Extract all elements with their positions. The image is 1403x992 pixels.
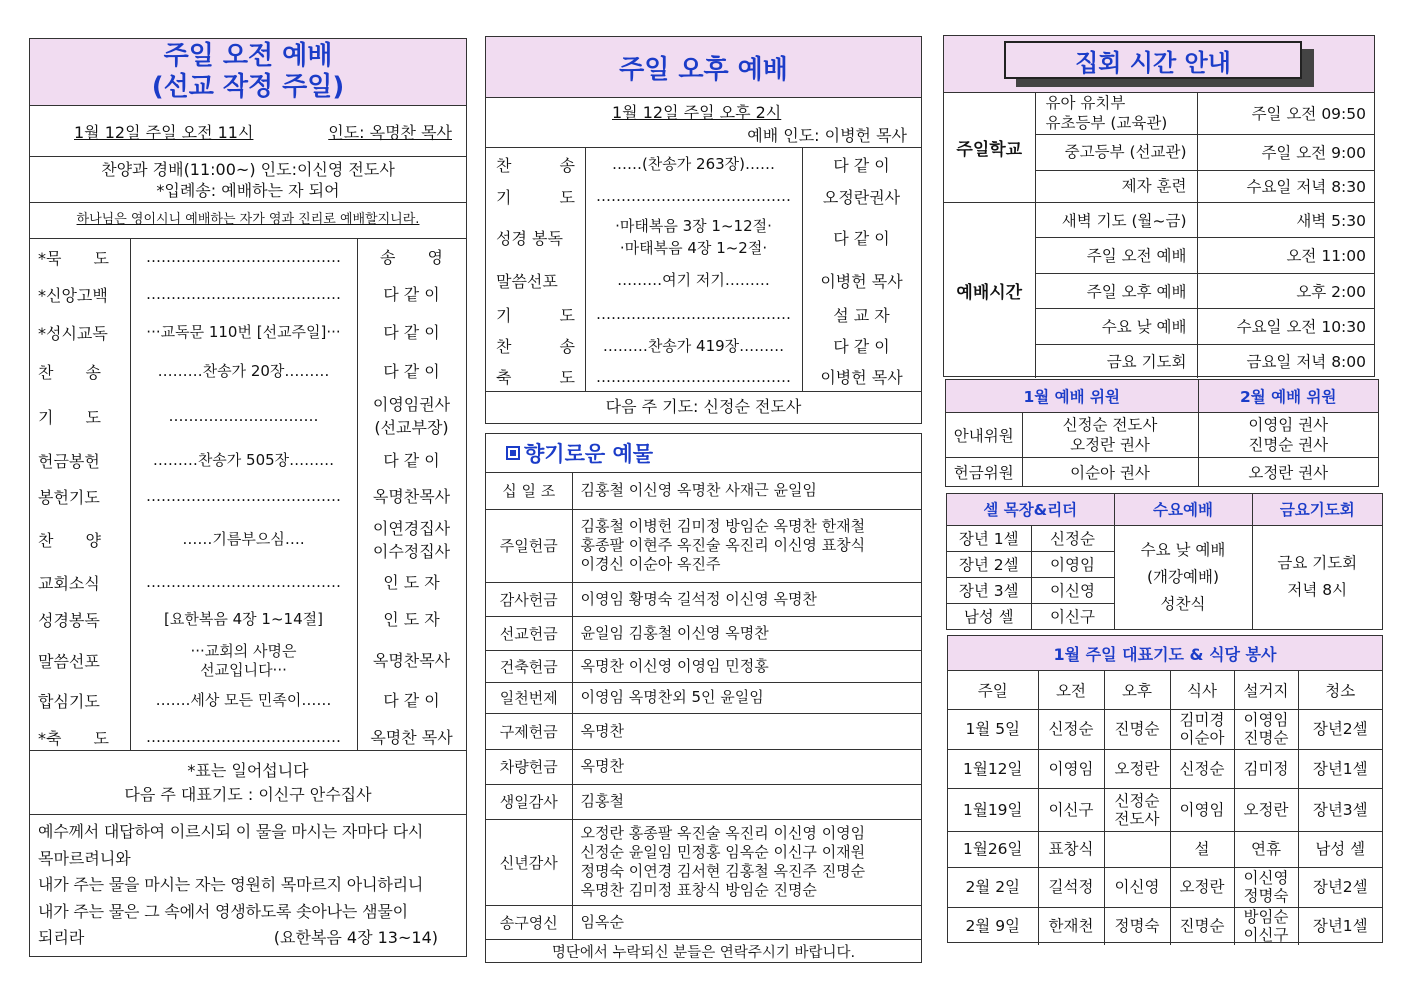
schedule-title: 집회 시간 안내 (1075, 48, 1231, 77)
morning-order-row (30, 391, 466, 441)
order-leader: 다 같 이 (833, 337, 890, 356)
afternoon-header (486, 37, 921, 98)
duty-col-header: 주일 (948, 671, 1038, 709)
duty-cell: 장년2셀 (1298, 867, 1382, 907)
schedule-time: 수요일 오전 10:30 (1197, 308, 1374, 344)
duty-cell: 이영임 (1038, 749, 1104, 788)
order-content: ·마태복음 3장 1~12절· ·마태복음 4장 1~2절· (615, 217, 772, 257)
duty-col-header: 오후 (1104, 671, 1170, 709)
order-item: 성경 봉독 (496, 228, 563, 248)
offering-names: 옥명찬 (572, 749, 921, 784)
jan-committee-header: 1월 예배 위원 (946, 380, 1198, 412)
morning-service-panel (29, 38, 467, 957)
order-leader: 이병헌 목사 (820, 368, 903, 387)
offering-names: 임옥순 (572, 905, 921, 939)
offering-row (486, 905, 921, 939)
order-content: …….세상 모든 민족이…… (155, 691, 332, 709)
cell-leader: 이영임 (1031, 551, 1114, 577)
scripture-block (30, 815, 466, 952)
offering-row (486, 713, 921, 749)
afternoon-order-row (486, 298, 921, 330)
offering-names: 이영임 옥명찬외 5인 윤일임 (572, 682, 921, 713)
duty-col-header: 식사 (1170, 671, 1234, 709)
offering-row (486, 682, 921, 713)
morning-subtitle: (선교 작정 주일) (151, 72, 345, 102)
order-item: 기 도 (496, 187, 575, 207)
offering-type: 십 일 조 (486, 473, 572, 509)
offering-names: 옥명찬 (572, 713, 921, 749)
morning-footer (30, 751, 466, 815)
morning-order-row (30, 479, 466, 514)
order-content: ………………………………… (146, 487, 341, 505)
scripture-ref: (요한복음 4장 13~14) (273, 928, 438, 947)
morning-date-row (30, 106, 466, 157)
order-content: ···교독문 110번 [선교주일]··· (146, 323, 341, 341)
order-leader: 옥명찬목사 (372, 487, 451, 506)
offerings-title: 향기로운 예물 (524, 442, 654, 466)
offering-type: 주일헌금 (486, 509, 572, 582)
duty-title: 1월 주일 대표기도 & 식당 봉사 (1053, 644, 1277, 664)
order-item: 찬 송 (38, 363, 101, 382)
duty-cell: 표창식 (1038, 831, 1104, 867)
order-content: ………………………………… (596, 305, 791, 323)
duty-row (948, 709, 1382, 749)
verse-text: 하나님은 영이시니 예배하는 자가 영과 진리로 예배할지니라. (76, 212, 420, 227)
duty-cell: 장년2셀 (1298, 709, 1382, 749)
morning-order-row (30, 514, 466, 565)
duty-cell: 길석정 (1038, 867, 1104, 907)
committee-row (946, 412, 1378, 457)
order-leader: 이연경집사 이수정집사 (372, 518, 451, 561)
schedule-name: 중고등부 (선교관) (1035, 134, 1197, 170)
morning-order-row (30, 639, 466, 682)
duty-cell: 장년3셀 (1298, 788, 1382, 831)
afternoon-order-row (486, 212, 921, 262)
morning-leader: 인도: 옥명찬 목사 (328, 122, 452, 142)
square-icon (506, 446, 520, 460)
order-leader: 다 같 이 (383, 362, 440, 381)
order-item: 찬 송 (496, 337, 575, 356)
duty-row (948, 907, 1382, 945)
offering-names: 옥명찬 이신영 이영임 민정홍 (572, 650, 921, 682)
committee-role: 헌금위원 (946, 457, 1022, 486)
duty-cell: 이신영 정명숙 (1234, 867, 1298, 907)
offering-type: 생일감사 (486, 784, 572, 819)
praise-block (30, 157, 466, 203)
offering-names: 오정란 홍종팔 옥진술 옥진리 이신영 이영임 신정순 윤일임 민정홍 임옥순 이신구 이재원 정명숙 이연경 김서현 김홍철 옥진주 진명순 옥명찬 김미정 표창식 방임순 진명순 (572, 819, 921, 905)
committee-jan: 이순아 권사 (1022, 457, 1198, 486)
order-leader: 인 도 자 (383, 573, 440, 592)
order-content: ………………………………… (146, 573, 341, 591)
schedule-name: 새벽 기도 (월~금) (1035, 202, 1197, 237)
offering-type: 구제헌금 (486, 713, 572, 749)
order-content: ………………………………… (596, 187, 791, 205)
offering-names: 김홍철 이신영 옥명찬 사재근 윤일임 (572, 473, 921, 509)
order-item: *묵 도 (38, 248, 109, 268)
offering-type: 신년감사 (486, 819, 572, 905)
schedule-time: 금요일 저녁 8:00 (1197, 344, 1374, 378)
morning-order-row (30, 719, 466, 755)
order-item: *성시교독 (38, 324, 108, 343)
offerings-panel (485, 433, 922, 963)
cells-header: 셀 목장&리더 (947, 494, 1114, 525)
morning-order (30, 239, 466, 751)
schedule-time: 새벽 5:30 (1197, 202, 1374, 237)
order-content: ………………………… (168, 406, 319, 425)
duty-cell: 연휴 (1234, 831, 1298, 867)
duty-cell: 오정란 (1234, 788, 1298, 831)
order-content: ···교회의 사명은 선교입니다··· (190, 641, 297, 679)
cells-table (947, 494, 1382, 629)
duty-table (948, 671, 1382, 945)
committee-panel (945, 379, 1379, 487)
order-leader: 오정란권사 (822, 187, 901, 207)
morning-header (30, 39, 466, 106)
duty-cell: 김미정 (1234, 749, 1298, 788)
verse-row (30, 203, 466, 239)
order-item: 성경봉독 (38, 611, 100, 630)
cell-name: 장년 1셀 (947, 525, 1031, 551)
committee-feb: 이영임 권사 진명순 권사 (1198, 412, 1378, 457)
offering-names: 윤일임 김홍철 이신영 옥명찬 (572, 616, 921, 650)
offering-row (486, 616, 921, 650)
duty-header-row (948, 671, 1382, 709)
offering-row (486, 784, 921, 819)
cell-leader: 이신구 (1031, 603, 1114, 629)
order-content: ………………………………… (596, 367, 791, 386)
duty-cell: 진명순 (1170, 907, 1234, 945)
duty-cell: 남성 셀 (1298, 831, 1382, 867)
duty-cell: 1월12일 (948, 749, 1038, 788)
schedule-title-box (1004, 41, 1302, 79)
schedule-name: 주일 오전 예배 (1035, 237, 1197, 273)
duty-cell: 진명순 (1104, 709, 1170, 749)
morning-order-row (30, 275, 466, 313)
duty-cell: 장년1셀 (1298, 907, 1382, 945)
offering-row (486, 509, 921, 582)
duty-cell: 신정순 (1038, 709, 1104, 749)
scripture-line: 되리라 (38, 928, 85, 947)
order-leader: 다 같 이 (383, 450, 440, 470)
schedule-row (944, 202, 1374, 237)
committee-row (946, 457, 1378, 486)
offering-row (486, 582, 921, 616)
order-leader: 이병헌 목사 (820, 271, 903, 291)
wednesday-service: 수요 낮 예배 (개강예배) 성찬식 (1114, 525, 1252, 629)
duty-cell: 장년1셀 (1298, 749, 1382, 788)
duty-cell: 이영임 진명순 (1234, 709, 1298, 749)
duty-header (948, 636, 1382, 671)
duty-row (948, 788, 1382, 831)
cell-row (947, 525, 1382, 551)
committee-table (946, 380, 1378, 486)
order-content: ………………………………… (146, 284, 341, 303)
duty-cell: 2월 2일 (948, 867, 1038, 907)
order-item: 축 도 (496, 368, 575, 387)
duty-panel (947, 635, 1383, 943)
next-prayer-morning: 다음 주 대표기도 : 이신구 안수집사 (124, 785, 372, 804)
schedule-name: 수요 낮 예배 (1035, 308, 1197, 344)
offering-row (486, 473, 921, 509)
order-leader: 옥명찬목사 (372, 651, 451, 670)
order-content: ………………………………… (146, 247, 341, 266)
wednesday-header: 수요예배 (1114, 494, 1252, 525)
committee-feb: 오정란 권사 (1198, 457, 1378, 486)
morning-order-row (30, 682, 466, 719)
order-leader: 다 같 이 (833, 228, 890, 248)
schedule-panel (943, 35, 1375, 377)
worship-label: 예배시간 (944, 202, 1035, 378)
schedule-header (944, 36, 1374, 93)
order-item: 찬 양 (38, 531, 101, 550)
schedule-time: 주일 오전 9:00 (1197, 134, 1374, 170)
schedule-table (944, 93, 1374, 378)
duty-cell: 이신구 (1038, 788, 1104, 831)
schedule-time: 오전 11:00 (1197, 237, 1374, 273)
duty-col-header: 설거지 (1234, 671, 1298, 709)
order-leader: 옥명찬 목사 (370, 727, 453, 747)
afternoon-date: 1월 12일 주일 오후 2시 (612, 103, 782, 122)
morning-order-row (30, 239, 466, 275)
duty-cell: 이신영 (1104, 867, 1170, 907)
offering-type: 선교헌금 (486, 616, 572, 650)
cell-name: 남성 셀 (947, 603, 1031, 629)
offerings-table (486, 473, 921, 940)
duty-cell: 1월 5일 (948, 709, 1038, 749)
schedule-time: 오후 2:00 (1197, 273, 1374, 308)
morning-order-row (30, 565, 466, 600)
duty-row (948, 831, 1382, 867)
afternoon-order-row (486, 180, 921, 212)
committee-jan: 신정순 전도사 오정란 권사 (1022, 412, 1198, 457)
order-leader: 송 영 (380, 247, 443, 267)
offering-type: 일천번제 (486, 682, 572, 713)
order-item: 봉헌기도 (38, 488, 100, 507)
duty-cell: 신정순 (1170, 749, 1234, 788)
afternoon-order-row (486, 262, 921, 298)
schedule-time: 수요일 저녁 8:30 (1197, 170, 1374, 202)
morning-order-row (30, 441, 466, 479)
order-content: ……(찬송가 263장)…… (611, 155, 776, 173)
committee-role: 안내위원 (946, 412, 1022, 457)
cell-name: 장년 2셀 (947, 551, 1031, 577)
morning-order-row (30, 352, 466, 391)
order-leader: 다 같 이 (383, 284, 440, 304)
afternoon-order-row (486, 361, 921, 392)
order-item: 말씀선포 (496, 271, 558, 291)
cells-panel (946, 493, 1383, 630)
scripture-line: 내가 주는 물은 그 속에서 영생하도록 솟아나는 샘물이 (38, 901, 408, 921)
afternoon-order-list (486, 148, 921, 392)
order-item: 기 도 (38, 407, 101, 427)
offerings-header (486, 434, 921, 473)
order-item: *축 도 (38, 728, 109, 748)
order-content: ………여기 저기……… (617, 271, 770, 289)
friday-service: 금요 기도회 저녁 8시 (1252, 525, 1382, 629)
morning-order-row (30, 313, 466, 352)
duty-col-header: 청소 (1298, 671, 1382, 709)
cell-leader: 신정순 (1031, 525, 1114, 551)
morning-title: 주일 오전 예배 (163, 41, 333, 71)
duty-cell: 2월 9일 (948, 907, 1038, 945)
afternoon-order (486, 148, 921, 392)
duty-cell: 오정란 (1170, 867, 1234, 907)
offering-type: 송구영신 (486, 905, 572, 939)
offering-names: 김홍철 이병헌 김미정 방임순 옥명찬 한재철 홍종팔 이현주 옥진술 옥진리 이신영 표창식 이경신 이순아 옥진주 (572, 509, 921, 582)
cell-name: 장년 3셀 (947, 577, 1031, 603)
praise-line: 찬양과 경배(11:00~) 인도:이신영 전도사 (101, 160, 395, 179)
afternoon-order-row (486, 330, 921, 361)
order-leader: 이영임권사 (선교부장) (372, 395, 451, 437)
order-leader: 다 같 이 (833, 155, 890, 175)
order-content: ……기름부으심…. (182, 530, 305, 548)
offering-row (486, 819, 921, 905)
duty-cell: 설 (1170, 831, 1234, 867)
stand-note: *표는 일어섭니다 (187, 761, 309, 780)
duty-cell: 신정순 전도사 (1104, 788, 1170, 831)
duty-cell: 방임순 이신구 (1234, 907, 1298, 945)
afternoon-order-row (486, 148, 921, 180)
order-item: 교회소식 (38, 574, 100, 593)
afternoon-title: 주일 오후 예배 (619, 54, 788, 85)
afternoon-leader: 예배 인도: 이병헌 목사 (747, 126, 907, 145)
morning-date: 1월 12일 주일 오전 11시 (74, 122, 254, 142)
order-leader: 다 같 이 (383, 691, 440, 710)
sunday-school-label: 주일학교 (944, 93, 1035, 202)
afternoon-date-block (486, 98, 921, 148)
offering-type: 차량헌금 (486, 749, 572, 784)
duty-cell: 한재천 (1038, 907, 1104, 945)
duty-cell: 오정란 (1104, 749, 1170, 788)
duty-cell: 1월26일 (948, 831, 1038, 867)
duty-row (948, 867, 1382, 907)
offering-names: 김홍철 (572, 784, 921, 819)
scripture-line: 목마르려니와 (38, 848, 131, 868)
order-item: 합심기도 (38, 692, 100, 711)
morning-order-row (30, 600, 466, 639)
order-content: ………찬송가 419장……… (602, 336, 785, 355)
duty-cell: 김미경 이순아 (1170, 709, 1234, 749)
order-content: [요한복음 4장 1~14절] (164, 610, 323, 628)
morning-order-list (30, 239, 466, 755)
duty-cell: 1월19일 (948, 788, 1038, 831)
schedule-name: 주일 오후 예배 (1035, 273, 1197, 308)
afternoon-service-panel (485, 36, 922, 424)
schedule-name: 유아 유치부 유초등부 (교육관) (1035, 93, 1197, 134)
scripture-line: 예수께서 대답하여 이르시되 이 물을 마시는 자마다 다시 (38, 822, 424, 841)
entrance-song: *입례송: 예배하는 자 되어 (156, 181, 340, 200)
duty-cell: 이영임 (1170, 788, 1234, 831)
scripture-line: 내가 주는 물을 마시는 자는 영원히 목마르지 아니하리니 (38, 875, 424, 894)
friday-header: 금요기도회 (1252, 494, 1382, 525)
cell-leader: 이신영 (1031, 577, 1114, 603)
order-item: 헌금봉헌 (38, 451, 100, 471)
schedule-row (944, 93, 1374, 134)
order-item: 말씀선포 (38, 652, 100, 671)
order-leader: 인 도 자 (383, 610, 440, 629)
feb-committee-header: 2월 예배 위원 (1198, 380, 1378, 412)
order-leader: 설 교 자 (833, 305, 890, 325)
duty-cell (1104, 831, 1170, 867)
offering-names: 이영임 황명숙 길석정 이신영 옥명찬 (572, 582, 921, 616)
order-content: ………………………………… (146, 727, 341, 746)
duty-col-header: 오전 (1038, 671, 1104, 709)
duty-row (948, 749, 1382, 788)
afternoon-next-prayer: 다음 주 기도: 신정순 전도사 (605, 397, 802, 416)
offering-row (486, 749, 921, 784)
duty-cell: 정명숙 (1104, 907, 1170, 945)
schedule-time: 주일 오전 09:50 (1197, 93, 1374, 134)
order-content: ………찬송가 505장……… (152, 450, 335, 469)
order-leader: 다 같 이 (383, 323, 440, 342)
order-item: 기 도 (496, 305, 575, 325)
omission-note: 명단에서 누락되신 분들은 연락주시기 바랍니다. (551, 944, 856, 961)
offering-type: 건축헌금 (486, 650, 572, 682)
order-content: ………찬송가 20장……… (157, 362, 330, 380)
order-item: 찬 송 (496, 155, 575, 175)
schedule-name: 금요 기도회 (1035, 344, 1197, 378)
schedule-name: 제자 훈련 (1035, 170, 1197, 202)
offering-type: 감사헌금 (486, 582, 572, 616)
offering-row (486, 650, 921, 682)
order-item: *신앙고백 (38, 285, 108, 305)
